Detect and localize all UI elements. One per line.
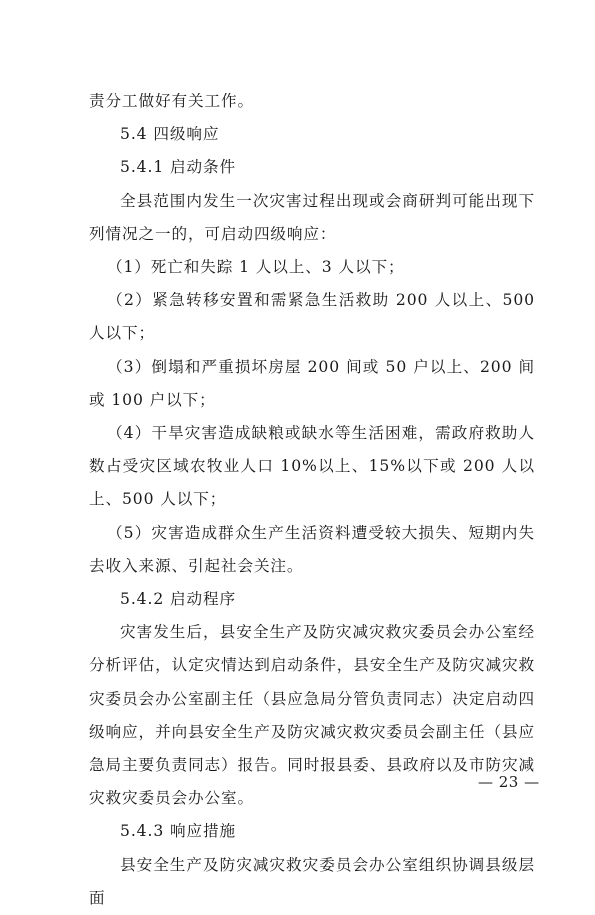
condition-item-5: （5）灾害造成群众生产生活资料遭受较大损失、短期内失去收入来源、引起社会关注。: [89, 523, 535, 575]
paragraph-continuation: 责分工做好有关工作。: [89, 92, 254, 110]
condition-item-3: （3）倒塌和严重损坏房屋 200 间或 50 户以上、200 间或 100 户以下；: [89, 357, 535, 409]
paragraph-start-procedure: 灾害发生后，县安全生产及防灾减灾救灾委员会办公室经分析评估，认定灾情达到启动条件，县安全生产及防灾减灾救灾委员会办公室副主任（县应急局分管负责同志）决定启动四级响应，并向县安全生产及防灾减灾救灾委员会副主任（县应急局主要负责同志）报告。同时报县委、县政府以及市防灾减灾救灾委员会办公室。: [89, 623, 535, 808]
subsection-heading-5-4-2: 5.4.2 启动程序: [120, 590, 237, 609]
section-heading-5-4: 5.4 四级响应: [120, 125, 220, 144]
subsection-heading-5-4-1: 5.4.1 启动条件: [120, 158, 237, 177]
document-body: [89, 85, 535, 915]
condition-item-4: （4）干旱灾害造成缺粮或缺水等生活困难，需政府救助人数占受灾区域农牧业人口 10%以上、15%以下或 200 人以上、500 人以下；: [89, 424, 535, 509]
paragraph-start-conditions: 全县范围内发生一次灾害过程出现或会商研判可能出现下列情况之一的，可启动四级响应：: [89, 191, 535, 243]
page-number: — 23 —: [478, 773, 540, 791]
subsection-heading-5-4-3: 5.4.3 响应措施: [120, 822, 237, 841]
condition-item-2: （2）紧急转移安置和需紧急生活救助 200 人以上、500 人以下；: [89, 291, 535, 343]
paragraph-response-measures: 县安全生产及防灾减灾救灾委员会办公室组织协调县级层面: [89, 855, 535, 907]
condition-item-1: （1）死亡和失踪 1 人以上、3 人以下；: [107, 258, 405, 277]
